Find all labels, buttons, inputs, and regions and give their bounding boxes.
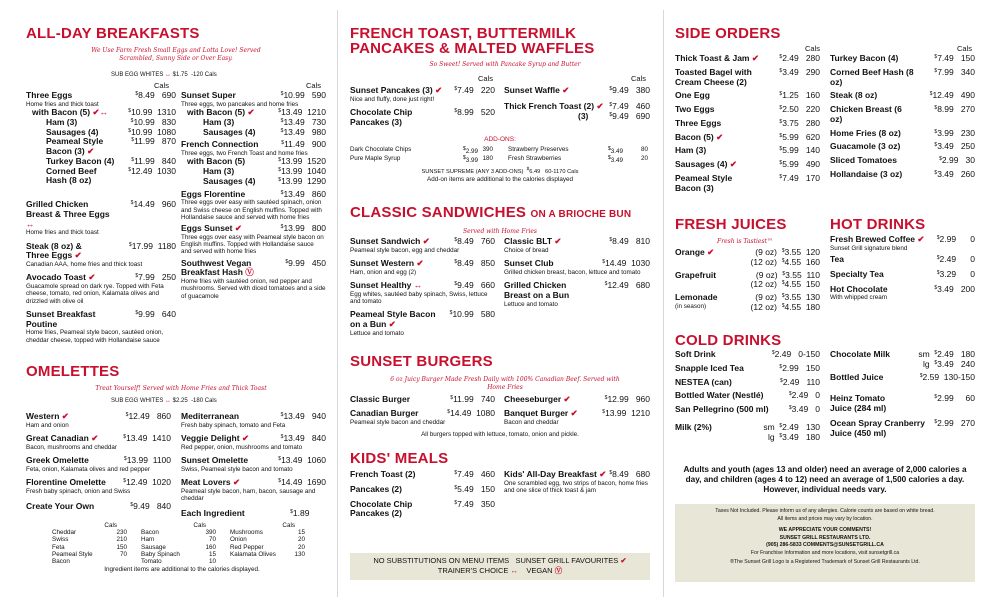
ingredient-name: Tomato: [141, 558, 162, 566]
burgers-title: SUNSET BURGERS: [350, 353, 493, 370]
burgers-tagline: 6 oz Juicy Burger Made Fresh Daily with 100% Canadian Beef. Served with Home Fries: [390, 376, 620, 391]
ingredient-cals: 20: [297, 536, 305, 544]
ingredient-cals: 390: [205, 529, 216, 537]
cals-header: Cals: [478, 74, 494, 83]
column-sweets: [350, 0, 655, 607]
menu-item: Sunset Breakfast Poutine $9.99 640: [26, 308, 176, 329]
legend-bar: NO SUBSTITUTIONS ON MENU ITEMS SUNSET GRILL FAVOURITES ✔ TRAINER'S CHOICE ↔ VEGAN Ⓥ: [350, 553, 650, 580]
menu-item: Classic Burger $11.99 740: [350, 394, 495, 404]
item-name: Sliced Tomatoes: [830, 155, 897, 166]
item-name: Steak (8 oz): [830, 90, 878, 101]
column-breakfasts: [26, 0, 326, 607]
breakfasts-tagline: We Use Farm Fresh Small Eggs and Lotta Love! Served Scrambled, Sunny Side or Over Easy.: [91, 47, 261, 62]
menu-item: Three Eggs $8.49 690: [26, 90, 176, 100]
favourite-icon: ✔: [599, 469, 607, 479]
menu-item: Greek Omelette $13.99 1100: [26, 455, 171, 465]
item-price: $3.49 260: [934, 168, 975, 179]
menu-item: Sunset Waffle ✔ $9.49 380: [504, 85, 650, 95]
item-name: Sausages (4) ✔: [675, 159, 737, 170]
ingredient-name: Mushrooms: [230, 529, 263, 537]
menu-item: [675, 174, 820, 194]
menu-item: Sausages (4) $10.99 1080: [46, 126, 176, 137]
item-name: Bottled Water (Nestlé): [675, 390, 764, 401]
menu-item: Peameal Style Bacon (3) ✔ $11.99 870: [46, 136, 176, 157]
item-name: Corned Beef Hash (8 oz): [830, 66, 914, 87]
sides-list-left: [675, 54, 820, 197]
item-price: $2.50 220: [779, 104, 820, 115]
menu-item: French Connection $11.49 900: [181, 139, 326, 150]
favourite-icon: ✔: [917, 234, 925, 244]
calorie-note: Adults and youth (ages 13 and older) need an average of 2,000 calories a day, and children (ages 4 to 12) need an average of 1,500 calories a day. However, individual needs vary.: [683, 465, 967, 494]
menu-item: [830, 129, 975, 139]
menu-item: Grilled Chicken Breast on a Bun $12.49 680: [504, 280, 650, 300]
item-name: Peameal Style Bacon (3): [675, 172, 733, 193]
menu-item: Sausages (4) $13.49 980: [203, 126, 326, 137]
menu-item: [675, 378, 820, 388]
item-price: $2.99 30: [939, 155, 975, 166]
favourite-icon: ✔: [234, 223, 242, 234]
trainer-icon: ↔: [165, 398, 172, 404]
ingredient-item: [52, 551, 127, 558]
favourite-icon: ✔: [570, 407, 578, 418]
cals-header: Cals: [306, 81, 322, 90]
favourite-icon: ✔: [388, 319, 396, 329]
breakfast-list-right: Sunset Super $10.99 590 Three eggs, two pancakes and home fries with Bacon (5) ✔ $13.49 1210 Ham (3) $13.49 730 Sausages (4) $13.49 980 French Connection $11.49 900 Three eggs, two French Toast and home fries with Bacon (5) $13.99 1520 Ham (3) $13.99 1040 Sausages (4) $13.99 1290 Eggs Florentine $13.49 860 Three eggs over easy with sautéed spinach, onion and Swiss cheese on English muffins. Topped with Hollandaise sauce and served with home fries Eggs Sunset ✔ $13.99 800 Three eggs over easy with Peameal style bacon on English muffins. Topped with Hollandaise sauce and served with home fries Southwest Vegan Breakfast Hash Ⓥ $9.99 450 Home fries with sautéed onion, red pepper and mushrooms. Served with diced tomatoes and a side of guacamole: [181, 90, 326, 300]
ingredient-cals: 150: [116, 543, 127, 551]
item-name: Bacon (5) ✔: [675, 131, 724, 142]
menu-item: [830, 105, 975, 125]
item-price: $5.99 140: [779, 145, 820, 156]
favourite-icon: ✔: [416, 258, 424, 268]
item-name: Turkey Bacon (4): [830, 53, 899, 63]
sandwich-list-right: Classic BLT ✔ $8.49 810 Choice of bread Sunset Club $14.49 1030 Grilled chicken breast, bacon, lettuce and tomato Grilled Chicken Breast on a Bun $12.49 680 Lettuce and tomato: [504, 236, 650, 308]
ingredient-cals: 130: [294, 550, 305, 558]
column-divider: [337, 10, 338, 597]
favourite-icon: ✔: [620, 556, 627, 565]
menu-item: Thick French Toast (2) ✔ $7.49 460: [504, 100, 650, 111]
item-price: $7.49 170: [779, 172, 820, 183]
trainer-icon: ↔: [26, 218, 35, 229]
menu-item: [830, 91, 975, 101]
menu-item: Chocolate Chip Pancakes (2) $7.49 350: [350, 498, 495, 519]
omelettes-tagline: Treat Yourself! Served with Home Fries and Thick Toast: [95, 385, 267, 392]
vegan-icon: Ⓥ: [554, 566, 563, 576]
favourite-icon: ✔: [241, 433, 250, 443]
item-name: Three Eggs: [675, 117, 722, 128]
item-name: Hollandaise (3 oz): [830, 168, 903, 179]
ingredient-item: [141, 558, 216, 565]
ingredient-cals: 10: [208, 558, 216, 566]
ingredient-name: Peameal Style: [52, 550, 93, 558]
column-divider: [663, 10, 664, 597]
menu-item: Create Your Own $9.49 840: [26, 501, 171, 511]
cold-drinks-right: Chocolate Milk sm $2.49 180 lg $3.49 240 Bottled Juice $2.59 130-150 Heinz Tomato Juice (284 ml) $2.99 60 Ocean Spray Cranberry Juice (450 ml) $2.99 270: [830, 349, 975, 438]
ingredient-name: Bacon: [52, 558, 70, 566]
ingredient-item: [52, 529, 127, 536]
sweets-list-right: [504, 86, 650, 121]
ingredient-cals: 15: [297, 529, 305, 537]
ingredient-cals: 210: [116, 536, 127, 544]
cold-drinks-title: COLD DRINKS: [675, 332, 782, 349]
menu-item: Great Canadian ✔ $13.49 1410: [26, 433, 171, 443]
menu-item: [675, 364, 820, 374]
menu-item: (3) $9.49 690: [578, 110, 650, 121]
item-price: $3.49 0: [788, 404, 820, 415]
trainer-icon: ↔: [99, 107, 109, 117]
menu-item: [675, 105, 820, 115]
menu-item: [675, 119, 820, 129]
menu-item: Veggie Delight ✔ $13.49 840: [181, 433, 326, 443]
ingredient-note: Ingredient items are additional to the calories displayed.: [104, 566, 260, 574]
menu-item: Each Ingredient $1.89: [181, 508, 310, 519]
item-name: Toasted Bagel with Cream Cheese (2): [675, 66, 752, 87]
item-price: $2.99 150: [779, 362, 820, 373]
favourite-icon: ✔: [707, 247, 715, 257]
juice-list: Orange ✔ (9 oz) $3.55 120 (12 oz) $4.55 160 Grapefruit (9 oz) $3.55 110 (12 oz) $4.55 150 Lemonade (9 oz) $3.55 130 (in season) (12 oz) $4.55 180: [675, 247, 820, 312]
sandwiches-title: CLASSIC SANDWICHES ON A BRIOCHE BUN: [350, 204, 632, 221]
ingredient-cals: 70: [119, 550, 127, 558]
ingredient-name: Cheddar: [52, 529, 77, 537]
egg-whites-option: SUB EGG WHITES ↔ $ 1.75 -120 Cals: [111, 72, 217, 78]
item-price: $1.25 160: [779, 90, 820, 101]
menu-item: Steak (8 oz) & Three Eggs ✔ $17.99 1180: [26, 240, 176, 261]
item-price: $3.49 290: [779, 66, 820, 77]
ingredient-column: [230, 522, 305, 565]
item-price: $12.49 490: [929, 90, 975, 101]
menu-item: Sunset Omelette $13.49 1060: [181, 455, 326, 465]
item-price: $2.49 0-150: [771, 349, 820, 359]
favourite-icon: ✔: [232, 477, 241, 487]
favourite-icon: ✔: [61, 411, 69, 421]
ingredient-name: Bacon: [141, 529, 159, 537]
item-price: $2.49 0: [788, 390, 820, 401]
addons-heading: ADD-ONS:: [484, 136, 516, 143]
menu-item: Sunset Club $14.49 1030: [504, 258, 650, 268]
ingredient-item: [230, 529, 305, 536]
french-toast-title: FRENCH TOAST, BUTTERMILK PANCAKES & MALTED WAFFLES: [350, 25, 595, 57]
item-name: Chicken Breast (6 oz): [830, 104, 902, 124]
trainer-icon: ↔: [510, 566, 518, 576]
item-name: Home Fries (8 oz): [830, 127, 901, 138]
menu-item: Classic BLT ✔ $8.49 810: [504, 236, 650, 246]
ingredient-cals: 20: [297, 543, 305, 551]
ingredient-name: Feta: [52, 543, 65, 551]
ingredient-column: [52, 522, 127, 565]
sides-list-right: [830, 54, 975, 184]
hot-drinks-list: Fresh Brewed Coffee ✔ $2.99 0 Sunset Grill signature blend Tea $2.49 0 Specialty Tea $3.29 0 Hot Chocolate $3.49 200 With whipped cream: [830, 234, 975, 302]
item-name: Snapple Iced Tea: [675, 362, 744, 373]
juices-title: FRESH JUICES: [675, 216, 787, 233]
favourite-icon: ✔: [87, 146, 95, 157]
breakfast-list-left-2: Grilled Chicken Breast & Three Eggs ↔ $14.49 960 Home fries and thick toast Steak (8 oz) & Three Eggs ✔ $17.99 1180 Canadian AAA, home fries and thick toast Avocado Toast ✔ $7.99 250 Guacamole spread on dark rye. Topped with Feta cheese, tomato, red onion, Kalamata olives and drizzled with olive oil Sunset Breakfast Poutine $9.99 640 Home fries, Peameal style bacon, sautéed onion, cheddar cheese, topped with Hollandaise sauce: [26, 199, 176, 344]
menu-item: Eggs Sunset ✔ $13.99 800: [181, 223, 326, 234]
menu-item: [675, 160, 820, 170]
menu-item: with Bacon (5) ✔↔ $10.99 1310: [32, 107, 176, 117]
sweets-list-left: Sunset Pancakes (3) ✔ $7.49 220 Nice and fluffy, done just right! Chocolate Chip Pancakes (3) $8.99 520: [350, 85, 495, 127]
menu-item: Sunset Western ✔ $8.49 850: [350, 258, 495, 268]
ingredient-name: Red Pepper: [230, 543, 264, 551]
menu-item: [830, 142, 975, 152]
menu-item: Grilled Chicken Breast & Three Eggs ↔ $14.49 960: [26, 199, 176, 229]
menu-item: Ham (3) $10.99 830: [46, 116, 176, 127]
ingredient-item: [141, 544, 216, 551]
favourite-icon: ✔: [713, 131, 724, 142]
ingredient-name: Onion: [230, 536, 247, 544]
footer-box: Taxes Not Included. Please inform us of any allergies. Calorie counts are based on white bread. All items and prices may vary by location. WE APPRECIATE YOUR COMMENTS! SUNSET GRILL RESTAURANTS LTD. (905) 286-5833 COMMENTS@SUNSETGRILL.CA For Franchise Information and more locations, visit sunsetgrill.ca ®The Sunset Grill Logo is a Registered Trademark of Sunset Grill Restaurants Ltd.: [675, 504, 975, 582]
menu-item: Ham (3) $13.49 730: [203, 116, 326, 127]
ingredient-item: [230, 544, 305, 551]
menu-item: [675, 68, 820, 88]
ingredient-item: [52, 544, 127, 551]
item-price: $7.99 340: [934, 66, 975, 77]
ingredient-cals-header: Cals: [193, 522, 206, 529]
item-price: $3.75 280: [779, 117, 820, 128]
vegan-icon: Ⓥ: [245, 267, 254, 278]
menu-item: [675, 391, 820, 401]
ingredient-name: Kalamata Olives: [230, 550, 276, 558]
menu-item: French Toast (2) $7.49 460: [350, 469, 495, 479]
kids-list-right: Kids' All-Day Breakfast ✔ $8.49 680 One scrambled egg, two strips of bacon, home fries and one slice of thick toast & jam: [504, 469, 650, 494]
favourite-icon: ✔: [92, 107, 100, 117]
favourite-icon: ✔: [74, 250, 82, 261]
menu-item: Avocado Toast ✔ $7.99 250: [26, 272, 176, 283]
breakfasts-title: ALL-DAY BREAKFASTS: [26, 25, 200, 42]
breakfast-list-left: Three Eggs $8.49 690 Home fries and thick toast with Bacon (5) ✔↔ $10.99 1310 Ham (3) $10.99 830 Sausages (4) $10.99 1080 Peameal Style Bacon (3) ✔ $11.99 870 Turkey Bacon (4) $11.99 840 Corned Beef Hash (8 oz) $12.49 1030: [26, 90, 176, 186]
menu-item: [675, 133, 820, 143]
ingredients-table: [52, 522, 312, 574]
ingredient-cals-header: Cals: [104, 522, 117, 529]
side-orders-title: SIDE ORDERS: [675, 25, 781, 42]
menu-item: Western ✔ $12.49 860: [26, 411, 171, 421]
column-sides-drinks: SIDE ORDERS Cals Cals Thick Toast & Jam ✔ $2.49 280 Toasted Bagel with Cream Cheese (2) $3.49 290 One Egg $1.25 160 Two Eggs $2.50 220 Three Eggs $3.75 280 Bacon (5) ✔ $5.99 620 Ham (3) $5.99 140 Sausages (4) ✔ $5.99 490 Peameal Style Bacon (3) $7.49 170 Turkey Bacon (4) $7.49 150 Corned Beef Hash (8 oz) $7.99 340 Steak (8 oz) $12.49 490 Chicken Breast (6 oz) $8.99 270 Home Fries (8 oz) $3.99 230 Guacamole (3 oz) $3.49 250 Sliced Tomatoes $2.99 30 Hollandaise (3 oz) $3.49 260 FRESH JUICES Fresh is Tastiest™ Orange ✔ (9 oz) $3.55 120 (12 oz) $4.55 160 Grapefruit (9 oz) $3.55 110 (12 oz) $4.55 150 Lemonade (9 oz) $3.55 130 (in season) (12 oz) $4.55 180 HOT DRINKS Fresh Brewed Coffee ✔ $2.99 0 Sunset Grill signature blend Tea $2.49 0 Specialty Tea $3.29 0 Hot Chocolate $3.49 200 With whipped cream COLD DRINKS Soft Drink $2.49 0-150 Snapple Iced Tea $2.99 150 NESTEA (can) $2.49 110 Bottled Water (Nestlé) $2.49 0 San Pellegrino (500 ml) $3.49 0 Milk (2%) sm $2.49 130 lg $3.49 180 Chocolate Milk sm $2.49 180 lg $3.49 240 Bottled Juice $2.59 130-150 Heinz Tomato Juice (284 ml) $2.99 60 Ocean Spray Cranberry Juice (450 ml) $2.99 270 Adults and youth (ages 13 and older) need an average of 2,000 calories a day, and children (ages 4 to 12) need an average of 1,500 calories a day. However, individual needs vary. Taxes Not Included. Please inform us of any allergies. Calorie counts are based on white bread. All items and prices may vary by location. WE APPRECIATE YOUR COMMENTS! SUNSET GRILL RESTAURANTS LTD. (905) 286-5833 COMMENTS@SUNSETGRILL.CA For Franchise Information and more locations, visit sunsetgrill.ca ®The Sunset Grill Logo is a Registered Trademark of Sunset Grill Restaurants Ltd.: [675, 0, 975, 607]
menu-item: [830, 68, 975, 88]
addons-list: Dark Chocolate Chips $2.99 390 Strawberry Preserves $3.49 80 Pure Maple Syrup $3.99 180 Fresh Strawberries $3.49 20 SUNSET SUPREME (ANY 3 ADD-ONS) $6.49 60-1170 Cals Add-on items are additional to the calories displayed: [350, 146, 648, 184]
kids-list-left: [350, 470, 495, 519]
menu-item: Sausages (4) $13.99 1290: [203, 175, 326, 186]
menu-item: Turkey Bacon (4) $11.99 840: [46, 155, 176, 166]
menu-item: [675, 405, 820, 415]
menu-item: Florentine Omelette $12.49 1020: [26, 477, 171, 487]
burgers-note: All burgers topped with lettuce, tomato, onion and pickle.: [421, 431, 579, 438]
omelette-list-right: Mediterranean $13.49 940 Fresh baby spinach, tomato and Feta Veggie Delight ✔ $13.49 840 Red pepper, onion, mushrooms and tomato Sunset Omelette $13.49 1060 Swiss, Peameal style bacon and tomato Meat Lovers ✔ $14.49 1690 Peameal style bacon, ham, bacon, sausage and cheddar Each Ingredient $1.89: [181, 411, 326, 519]
ingredient-name: Sausage: [141, 543, 166, 551]
menu-item: Cheeseburger ✔ $12.99 960: [504, 394, 650, 404]
menu-item: Mediterranean $13.49 940: [181, 411, 326, 421]
ingredient-name: Baby Spinach: [141, 550, 180, 558]
sandwich-list-left: Sunset Sandwich ✔ $8.49 760 Peameal style bacon, egg and cheddar Sunset Western ✔ $8.49 850 Ham, onion and egg (2) Sunset Healthy ↔ $9.49 660 Egg whites, sautéed baby spinach, Swiss, lettuce and tomato Peameal Style Bacon on a Bun ✔ $10.99 580 Lettuce and tomato: [350, 236, 495, 337]
menu-item: Corned Beef Hash (8 oz) $12.49 1030: [46, 165, 176, 186]
menu-item: [675, 350, 820, 360]
ingredient-item: [230, 536, 305, 543]
ingredient-item: [230, 551, 305, 558]
menu-item: Sunset Super $10.99 590: [181, 90, 326, 100]
burger-list-right: Cheeseburger ✔ $12.99 960 Banquet Burger ✔ $13.99 1210 Bacon and cheddar: [504, 394, 650, 426]
favourite-icon: ✔: [562, 85, 570, 95]
sandwiches-tagline: Served with Home Fries: [462, 228, 538, 235]
menu-item: Peameal Style Bacon on a Bun ✔ $10.99 580: [350, 309, 495, 329]
menu-item: with Bacon (5) $13.99 1520: [187, 156, 326, 167]
item-name: Soft Drink: [675, 349, 716, 359]
favourite-icon: ✔: [435, 85, 443, 95]
ingredient-name: Swiss: [52, 536, 69, 544]
ingredient-column: [141, 522, 216, 565]
omelettes-title: OMELETTES: [26, 363, 120, 380]
item-price: $3.49 250: [934, 141, 975, 152]
ingredient-item: [52, 536, 127, 543]
favourite-icon: ✔: [727, 159, 737, 170]
favourite-icon: ✔: [91, 433, 99, 443]
menu-item: Meat Lovers ✔ $14.49 1690: [181, 477, 326, 487]
favourite-icon: ✔: [247, 107, 255, 117]
burger-list-left: Classic Burger $11.99 740 Canadian Burger $14.49 1080 Peameal style bacon and cheddar: [350, 394, 495, 426]
omelette-list-left: Western ✔ $12.49 860 Ham and onion Great Canadian ✔ $13.49 1410 Bacon, mushrooms and cheddar Greek Omelette $13.99 1100 Feta, onion, Kalamata olives and red pepper Florentine Omelette $12.49 1020 Fresh baby spinach, onion and Swiss Create Your Own $9.49 840: [26, 411, 171, 511]
ingredient-cals: 70: [208, 536, 216, 544]
menu-item: [830, 54, 975, 64]
cals-header: Cals: [631, 74, 647, 83]
item-name: One Egg: [675, 90, 710, 101]
item-name: Guacamole (3 oz): [830, 141, 901, 152]
menu-item: Sunset Healthy ↔ $9.49 660: [350, 280, 495, 290]
juices-tagline: Fresh is Tastiest™: [717, 238, 773, 245]
trainer-icon: ↔: [413, 280, 423, 290]
ingredient-item: [141, 536, 216, 543]
ingredient-cals-header: Cals: [282, 522, 295, 529]
favourite-icon: ✔: [554, 236, 562, 246]
item-price: $2.49 110: [780, 376, 820, 387]
item-name: Thick Toast & Jam ✔: [675, 53, 759, 63]
item-price: $2.49 280: [779, 53, 820, 63]
menu-item: [830, 156, 975, 166]
kids-title: KIDS' MEALS: [350, 450, 449, 467]
item-name: Two Eggs: [675, 104, 715, 115]
item-price: $5.99 490: [779, 159, 820, 170]
ingredient-cals: 230: [116, 529, 127, 537]
menu-item: Kids' All-Day Breakfast ✔ $8.49 680: [504, 469, 650, 479]
item-price: $8.99 270: [934, 104, 975, 115]
menu-item: [675, 146, 820, 156]
ingredient-name: Ham: [141, 536, 155, 544]
menu-item: [675, 54, 820, 64]
menu-item: Ham (3) $13.99 1040: [203, 166, 326, 177]
hot-drinks-title: HOT DRINKS: [830, 216, 926, 233]
french-toast-tagline: So Sweet! Served with Pancake Syrup and Butter: [429, 61, 581, 68]
favourite-icon: ✔: [749, 53, 759, 63]
favourite-icon: ✔: [88, 272, 96, 283]
ingredient-item: [52, 558, 127, 565]
egg-whites-option: SUB EGG WHITES ↔ $ 2.25 -180 Cals: [111, 398, 217, 404]
cals-header: Cals: [154, 81, 170, 90]
ingredient-item: [141, 551, 216, 558]
menu-item: [675, 91, 820, 101]
ingredient-item: [141, 529, 216, 536]
item-name: San Pellegrino (500 ml): [675, 404, 769, 415]
milk-item: Milk (2%) sm $2.49 130 lg $3.49 180: [675, 422, 820, 442]
cold-drinks-left: [675, 350, 820, 419]
menu-item: Eggs Florentine $13.49 860: [181, 188, 326, 199]
menu-item: Canadian Burger $14.49 1080: [350, 407, 495, 418]
favourite-icon: ✔: [563, 394, 571, 404]
menu-item: Sunset Sandwich ✔ $8.49 760: [350, 236, 495, 246]
menu-item: Chocolate Chip Pancakes (3) $8.99 520: [350, 107, 495, 127]
menu-item: Southwest Vegan Breakfast Hash Ⓥ $9.99 450: [181, 257, 326, 278]
trainer-icon: ↔: [165, 72, 172, 78]
menu-item: with Bacon (5) ✔ $13.49 1210: [187, 107, 326, 117]
menu-item: Sunset Pancakes (3) ✔ $7.49 220: [350, 85, 495, 95]
item-price: $3.99 230: [934, 127, 975, 138]
item-name: NESTEA (can): [675, 376, 732, 387]
ingredient-cals: 160: [205, 543, 216, 551]
item-name: Ham (3): [675, 145, 707, 156]
favourite-icon: ✔: [596, 100, 604, 111]
menu-item: Banquet Burger ✔ $13.99 1210: [504, 407, 650, 418]
menu-item: [830, 170, 975, 180]
item-price: $7.49 150: [934, 53, 975, 63]
item-price: $5.99 620: [779, 131, 820, 142]
menu-item: Pancakes (2) $5.49 150: [350, 483, 495, 494]
ingredient-cals: 15: [208, 550, 216, 558]
favourite-icon: ✔: [422, 236, 430, 246]
